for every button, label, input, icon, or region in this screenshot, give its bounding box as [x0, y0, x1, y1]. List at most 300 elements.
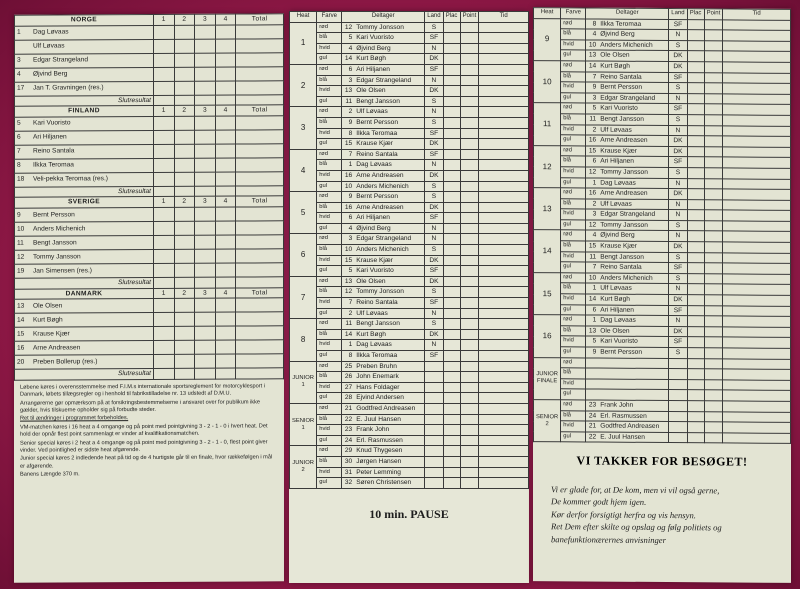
lane-color: rød	[317, 234, 342, 245]
point-cell	[460, 117, 479, 128]
placement-cell	[443, 96, 460, 107]
heat-number: 5	[290, 192, 317, 234]
point-cell	[460, 372, 479, 383]
lane-color: rød	[317, 107, 342, 118]
rider-name: Arne Andreasen	[598, 188, 669, 199]
point-cell	[460, 456, 479, 467]
time-cell	[479, 213, 529, 224]
score-cell	[236, 263, 284, 277]
time-cell	[479, 361, 529, 372]
team-name: SVERIGE	[15, 197, 154, 208]
lane-color: gul	[317, 478, 342, 489]
time-cell	[479, 393, 529, 404]
rider-name: Kari Vuoristo	[354, 266, 425, 277]
score-cell	[174, 235, 195, 249]
point-cell	[460, 329, 479, 340]
point-cell	[704, 274, 723, 285]
rider-name: Ari Hiljanen	[31, 130, 154, 145]
time-cell	[479, 192, 529, 203]
lane-color: hvid	[317, 213, 342, 224]
score-cell	[195, 207, 216, 221]
score-cell	[154, 81, 175, 95]
time-cell	[723, 41, 791, 52]
point-cell	[460, 435, 479, 446]
rider-number: 20	[15, 355, 32, 369]
placement-cell	[443, 435, 460, 446]
score-cell	[174, 207, 195, 221]
rider-name: Dag Løvaas	[31, 25, 154, 40]
point-cell	[460, 276, 479, 287]
score-cell	[195, 249, 216, 263]
time-cell	[479, 435, 529, 446]
total-cell	[236, 368, 284, 379]
start-number: 32	[342, 478, 355, 489]
heat-rider-row	[290, 319, 529, 330]
heat-rider-row	[290, 43, 529, 54]
rider-name: Ole Olsen	[598, 50, 669, 61]
point-cell	[704, 136, 723, 147]
time-cell	[479, 75, 529, 86]
start-number: 14	[586, 61, 599, 72]
start-number: 14	[342, 329, 355, 340]
point-cell	[704, 337, 723, 348]
thanks-title: VI TAKKER FOR BESØGET!	[576, 453, 748, 469]
rider-number: 3	[15, 54, 32, 68]
score-cell	[236, 66, 284, 80]
lane-color: gul	[561, 220, 586, 231]
score-cell	[236, 249, 284, 263]
lane-color: gul	[561, 135, 586, 146]
placement-cell	[443, 319, 460, 330]
heat-number: SENIOR 2	[534, 400, 561, 443]
rider-name	[598, 358, 669, 369]
rider-name: Ilkka Teromaa	[31, 158, 154, 173]
country-code: DK	[669, 295, 687, 306]
rider-name: Søren Christensen	[354, 478, 425, 489]
heat-rider-row	[290, 223, 529, 234]
start-number: 29	[342, 446, 355, 457]
point-cell	[704, 62, 723, 73]
score-cell	[154, 235, 175, 249]
lane-color: blå	[561, 198, 586, 209]
start-number: 24	[586, 411, 599, 422]
country-code	[425, 403, 443, 414]
start-number: 7	[342, 149, 355, 160]
rider-name	[598, 379, 669, 390]
round-column-label: 1	[154, 197, 175, 208]
lane-color: blå	[317, 75, 342, 86]
score-cell	[236, 116, 284, 130]
score-cell	[215, 130, 236, 144]
country-code: SF	[669, 72, 687, 83]
rider-number: 13	[15, 299, 32, 313]
time-cell	[723, 263, 791, 274]
score-cell	[154, 116, 175, 130]
column-header: Farve	[561, 8, 586, 19]
total-label: Slutresultat	[15, 186, 154, 197]
lane-color: hvid	[317, 43, 342, 54]
lane-color: gul	[317, 308, 342, 319]
lane-color: hvid	[317, 298, 342, 309]
rider-name: Arne Andreasen	[354, 170, 425, 181]
start-number: 6	[586, 305, 599, 316]
country-code	[425, 372, 443, 383]
time-cell	[479, 319, 529, 330]
heat-rider-row	[290, 149, 529, 160]
rider-number: 15	[15, 327, 32, 341]
heat-rider-row	[290, 446, 529, 457]
time-cell	[723, 242, 791, 253]
point-cell	[460, 22, 479, 33]
placement-cell	[687, 189, 704, 200]
heat-rider-row	[290, 287, 529, 298]
point-cell	[460, 255, 479, 266]
start-number: 2	[342, 107, 355, 118]
lane-color: rød	[561, 188, 586, 199]
time-cell	[723, 136, 791, 147]
heat-rider-row	[290, 245, 529, 256]
score-cell	[236, 354, 284, 368]
score-cell	[154, 355, 175, 369]
team-table	[14, 13, 284, 380]
column-header: Tid	[479, 12, 529, 23]
start-number: 1	[586, 283, 599, 294]
rider-name: Bengt Jansson	[598, 114, 669, 125]
point-cell	[704, 178, 723, 189]
rider-name: Arne Andreasen	[598, 135, 669, 146]
start-number: 11	[586, 252, 599, 263]
lane-color: blå	[561, 29, 586, 40]
score-cell	[174, 172, 195, 186]
team-name: NORGE	[15, 14, 154, 25]
point-cell	[460, 149, 479, 160]
placement-cell	[687, 422, 704, 433]
rider-number: 18	[15, 173, 32, 187]
score-cell	[154, 172, 175, 186]
round-column-label: 3	[195, 288, 216, 299]
placement-cell	[687, 242, 704, 253]
rider-number: 12	[15, 250, 32, 264]
score-cell	[236, 221, 284, 235]
start-number: 10	[342, 245, 355, 256]
start-number: 4	[342, 223, 355, 234]
point-cell	[704, 125, 723, 136]
rider-name: Frank John	[354, 425, 425, 436]
heat-rider-row	[290, 382, 529, 393]
time-cell	[479, 414, 529, 425]
rider-row	[15, 38, 284, 53]
rider-name: Reino Santala	[598, 262, 669, 273]
lane-color: hvid	[561, 294, 586, 305]
column-header: Deltager	[586, 8, 669, 19]
time-cell	[723, 348, 791, 359]
country-code	[669, 401, 687, 412]
round-column-label: 3	[195, 105, 216, 116]
rider-row	[15, 298, 284, 313]
country-code: SF	[425, 213, 443, 224]
point-cell	[704, 327, 723, 338]
point-cell	[460, 414, 479, 425]
country-code: DK	[425, 54, 443, 65]
country-code: DK	[669, 189, 687, 200]
total-cell	[215, 277, 236, 288]
time-cell	[723, 422, 791, 433]
round-column-label: Total	[236, 196, 284, 207]
country-code	[669, 379, 687, 390]
point-cell	[460, 319, 479, 330]
rider-number: 6	[15, 131, 32, 145]
score-cell	[174, 39, 195, 53]
country-code	[425, 478, 443, 489]
time-cell	[723, 189, 791, 200]
point-cell	[460, 223, 479, 234]
placement-cell	[443, 266, 460, 277]
start-number: 5	[586, 103, 599, 114]
point-cell	[460, 64, 479, 75]
rider-name: Øjvind Berg	[354, 43, 425, 54]
placement-cell	[687, 390, 704, 401]
lane-color: rød	[561, 61, 586, 72]
heat-number: 9	[534, 18, 561, 61]
heat-number: 11	[534, 103, 561, 146]
rider-name: Frank John	[598, 400, 669, 411]
rider-name: Ari Hiljanen	[598, 156, 669, 167]
start-number: 7	[586, 72, 599, 83]
time-cell	[723, 316, 791, 327]
score-cell	[195, 25, 216, 39]
point-cell	[460, 340, 479, 351]
rider-name: Ole Olsen	[354, 276, 425, 287]
time-cell	[723, 20, 791, 31]
placement-cell	[687, 295, 704, 306]
score-cell	[236, 312, 284, 326]
lane-color: hvid	[561, 124, 586, 135]
rider-number: 19	[15, 264, 32, 278]
rider-name: John Enemark	[354, 372, 425, 383]
point-cell	[460, 298, 479, 309]
score-cell	[215, 144, 236, 158]
point-cell	[704, 422, 723, 433]
column-header: Land	[669, 9, 687, 20]
round-column-label: 2	[174, 14, 195, 25]
start-number: 2	[342, 308, 355, 319]
country-code	[425, 361, 443, 372]
heat-number: 10	[534, 61, 561, 104]
score-cell	[236, 24, 284, 38]
total-label: Slutresultat	[15, 277, 154, 288]
heat-number: 15	[534, 272, 561, 315]
country-code: N	[425, 43, 443, 54]
start-number: 4	[586, 230, 599, 241]
placement-cell	[687, 93, 704, 104]
point-cell	[460, 351, 479, 362]
placement-cell	[687, 252, 704, 263]
rider-row	[15, 312, 284, 327]
start-number: 15	[586, 241, 599, 252]
score-cell	[215, 354, 236, 368]
heat-rider-row	[290, 86, 529, 97]
time-cell	[723, 380, 791, 391]
point-cell	[704, 30, 723, 41]
rider-number: 5	[15, 117, 32, 131]
score-cell	[195, 221, 216, 235]
country-code: S	[425, 117, 443, 128]
lane-color: rød	[317, 276, 342, 287]
lane-color: rød	[317, 22, 342, 33]
score-cell	[236, 207, 284, 221]
rider-number: 11	[15, 236, 32, 250]
score-cell	[215, 249, 236, 263]
placement-cell	[687, 432, 704, 443]
point-cell	[704, 316, 723, 327]
rider-name: Krause Kjær	[31, 327, 154, 342]
score-cell	[174, 221, 195, 235]
total-cell	[236, 186, 284, 197]
country-code: DK	[669, 146, 687, 157]
rider-name: Jørgen Hansen	[354, 456, 425, 467]
time-cell	[723, 231, 791, 242]
country-code: SF	[425, 298, 443, 309]
rider-name: Arne Andreasen	[354, 202, 425, 213]
start-number: 16	[586, 188, 599, 199]
point-cell	[704, 242, 723, 253]
time-cell	[479, 181, 529, 192]
lane-color: rød	[561, 103, 586, 114]
point-cell	[704, 358, 723, 369]
rider-name: Kurt Bøgh	[598, 294, 669, 305]
rider-name: Jan T. Gravningen (res.)	[31, 81, 154, 96]
round-column-label: 1	[154, 288, 175, 299]
rider-name: Godtfred Andreasen	[598, 421, 669, 432]
lane-color: blå	[317, 33, 342, 44]
rider-number: 7	[15, 145, 32, 159]
country-code: SF	[425, 128, 443, 139]
time-cell	[479, 139, 529, 150]
placement-cell	[443, 308, 460, 319]
rider-name: Preben Bruhn	[354, 361, 425, 372]
score-cell	[174, 116, 195, 130]
country-code: DK	[669, 242, 687, 253]
score-cell	[195, 298, 216, 312]
point-cell	[460, 266, 479, 277]
lane-color: hvid	[561, 82, 586, 93]
score-cell	[154, 67, 175, 81]
time-cell	[723, 337, 791, 348]
heat-rider-row	[290, 213, 529, 224]
lane-color: hvid	[317, 128, 342, 139]
time-cell	[479, 266, 529, 277]
rider-name: Veli-pekka Teromaa (res.)	[31, 172, 154, 187]
point-cell	[460, 425, 479, 436]
heat-rider-row	[290, 54, 529, 65]
score-cell	[215, 340, 236, 354]
placement-cell	[687, 379, 704, 390]
point-cell	[704, 168, 723, 179]
total-cell	[195, 186, 216, 197]
start-number: 9	[586, 82, 599, 93]
placement-cell	[443, 149, 460, 160]
lane-color: blå	[317, 245, 342, 256]
point-cell	[460, 107, 479, 118]
rider-row	[15, 158, 284, 173]
placement-cell	[687, 136, 704, 147]
score-cell	[236, 52, 284, 66]
rider-name: Ole Olsen	[31, 299, 154, 314]
rider-name: Krause Kjær	[354, 255, 425, 266]
point-cell	[460, 361, 479, 372]
placement-cell	[687, 19, 704, 30]
country-code: N	[425, 340, 443, 351]
placement-cell	[687, 104, 704, 115]
score-cell	[215, 67, 236, 81]
rider-name: Ejvind Andersen	[354, 393, 425, 404]
column-header: Point	[704, 9, 723, 20]
start-number: 1	[342, 340, 355, 351]
time-cell	[479, 96, 529, 107]
point-cell	[460, 308, 479, 319]
rider-name: Ulf Løvaas	[354, 107, 425, 118]
rider-number	[15, 40, 32, 54]
time-cell	[723, 390, 791, 401]
time-cell	[479, 170, 529, 181]
country-code: N	[425, 160, 443, 171]
point-cell	[704, 401, 723, 412]
point-cell	[704, 221, 723, 232]
placement-cell	[687, 358, 704, 369]
rider-name: Kurt Bøgh	[31, 313, 154, 328]
point-cell	[704, 104, 723, 115]
country-code	[425, 435, 443, 446]
score-cell	[195, 53, 216, 67]
rider-name: Øjvind Berg	[354, 223, 425, 234]
heat-rider-row	[290, 435, 529, 446]
total-cell	[215, 368, 236, 379]
lane-color: rød	[561, 146, 586, 157]
country-code	[425, 456, 443, 467]
country-code: DK	[425, 139, 443, 150]
heat-rider-row	[290, 467, 529, 478]
placement-cell	[443, 456, 460, 467]
start-number: 11	[342, 96, 355, 107]
point-cell	[460, 382, 479, 393]
heat-rider-row	[290, 128, 529, 139]
rider-name: Edgar Strangeland	[354, 75, 425, 86]
start-number: 24	[342, 435, 355, 446]
point-cell	[704, 157, 723, 168]
column-header: Plac	[687, 9, 704, 20]
total-cell	[195, 368, 216, 379]
score-cell	[215, 263, 236, 277]
rider-name: Kari Vuoristo	[598, 103, 669, 114]
rider-name: Kari Vuoristo	[31, 116, 154, 131]
lane-color: rød	[317, 319, 342, 330]
rider-name: Tommy Jonsson	[354, 22, 425, 33]
placement-cell	[443, 245, 460, 256]
lane-color: hvid	[561, 40, 586, 51]
country-code: N	[669, 199, 687, 210]
start-number: 23	[586, 400, 599, 411]
round-column-label: 4	[215, 288, 236, 299]
rider-name: Anders Michenich	[354, 245, 425, 256]
score-cell	[236, 144, 284, 158]
heat-table	[289, 11, 529, 489]
country-code: S	[669, 252, 687, 263]
lane-color: gul	[561, 93, 586, 104]
country-code: S	[425, 22, 443, 33]
lane-color: hvid	[317, 425, 342, 436]
lane-color: rød	[317, 64, 342, 75]
total-cell	[154, 277, 175, 288]
